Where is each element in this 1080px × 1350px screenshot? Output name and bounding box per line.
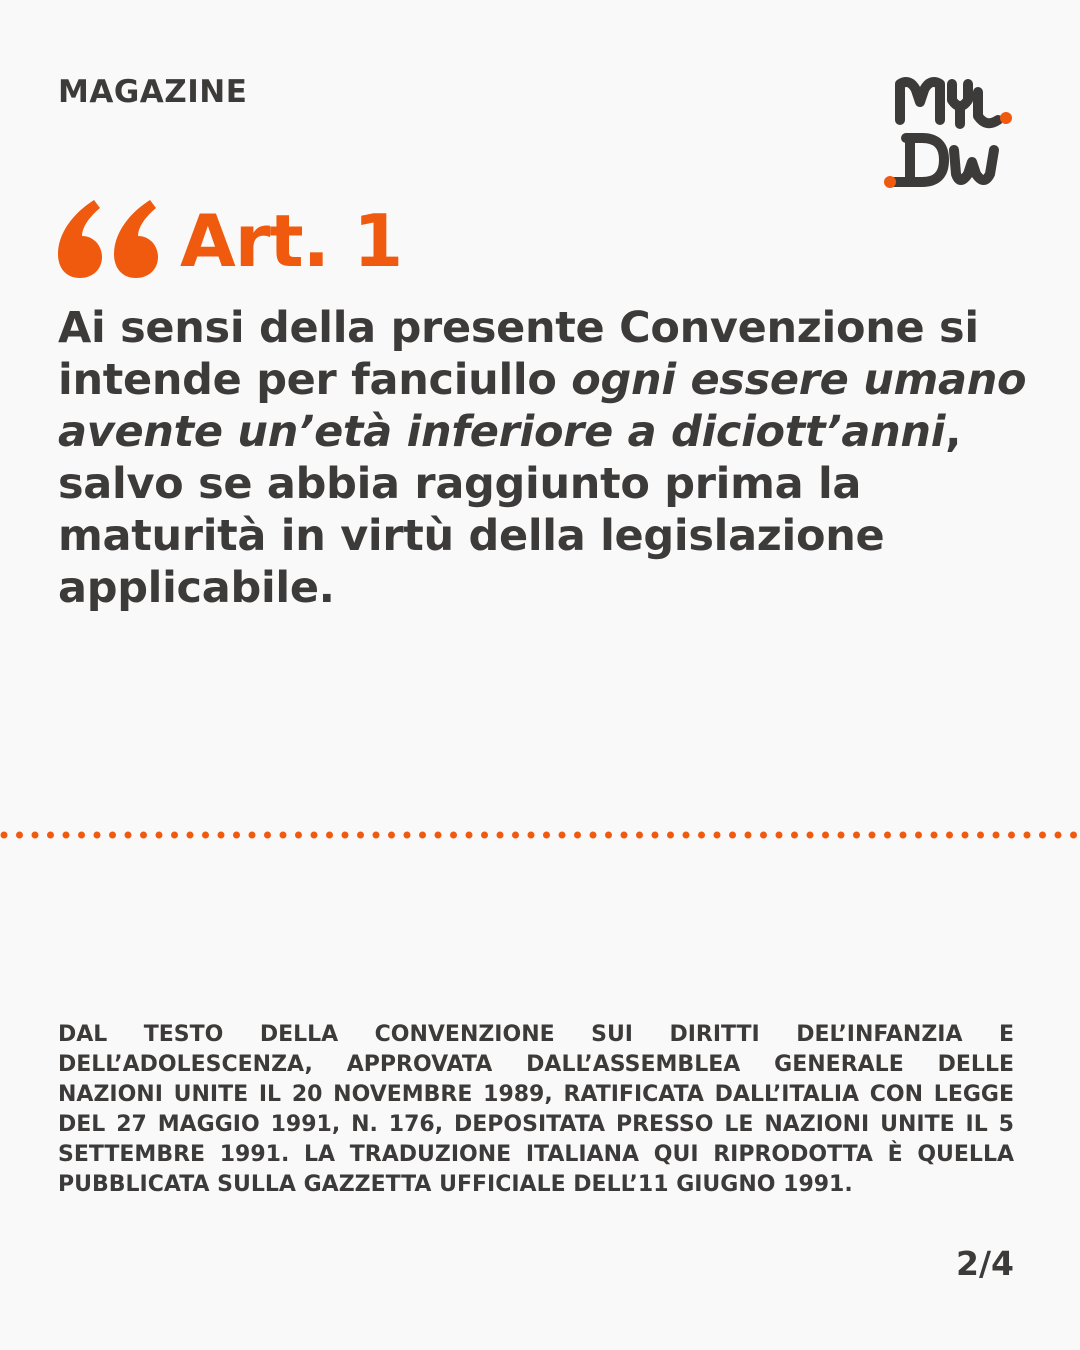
quote-open-icon — [58, 200, 158, 278]
source-note: DAL TESTO DELLA CONVENZIONE SUI DIRITTI DEL’INFANZIA E DELL’ADOLESCENZA, APPROVATA DALL’ASSEMBLEA GENERALE DELLE NAZIONI UNITE IL 20 NOVEMBRE 1989, RATIFICATA DALL’ITALIA CON LEGGE DEL 27 MAGGIO 1991, N. 176, DEPOSITATA PRESSO LE NAZIONI UNITE IL 5 SETTEMBRE 1991. LA TRADUZIONE ITALIANA QUI RIPRODOTTA È QUELLA PUBBLICATA SULLA GAZZETTA UFFICIALE DELL’11 GIUGNO 1991. — [58, 1022, 1014, 1197]
quote-text — [58, 302, 1048, 614]
dotted-divider — [0, 829, 1080, 841]
quote-text-italic: ogni essere umano avente un’età inferiore a diciott’anni — [58, 355, 1027, 457]
mydw-logo-icon — [880, 70, 1020, 194]
quote-text-regular: Ai sensi della presente Convenzione si intende per fanciullo — [58, 303, 979, 405]
quote-text-ending: , salvo se abbia raggiunto prima la maturità in virtù della legislazione applicabile. — [58, 407, 962, 613]
page-indicator: 2/4 — [956, 1244, 1014, 1283]
section-label: MAGAZINE — [58, 74, 248, 110]
article-title: Art. 1 — [180, 199, 403, 283]
